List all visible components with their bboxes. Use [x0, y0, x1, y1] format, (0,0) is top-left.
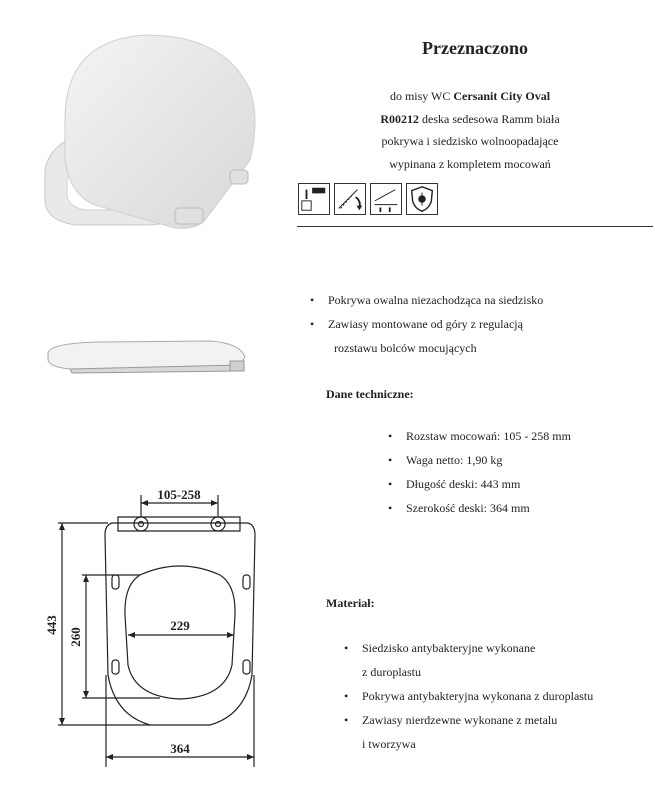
product-image	[35, 30, 270, 250]
features-list	[306, 288, 646, 336]
list-item: • Zawiasy nierdzewne wykonane z metalu	[340, 708, 650, 732]
list-item: • Pokrywa antybakteryjna wykonana z duroplastu	[340, 684, 650, 708]
list-item: • Długość deski: 443 mm	[384, 472, 644, 496]
hinge-right	[211, 517, 225, 531]
soft-close-icon	[334, 183, 366, 215]
side-profile-image	[40, 335, 250, 380]
dim-hinge-spacing: 105-258	[157, 487, 201, 502]
product-code: R00212	[380, 112, 420, 126]
list-item: • Pokrywa owalna niezachodząca na siedzisko	[306, 288, 646, 312]
desc-line-4: wypinana z kompletem mocowań	[389, 157, 551, 171]
tech-list	[384, 424, 644, 520]
desc-line-3: pokrywa i siedzisko wolnoopadające	[381, 134, 559, 148]
desc-line-1-prefix: do misy WC	[389, 89, 454, 103]
material-item1-continuation: z duroplastu	[362, 665, 421, 679]
material-item3-continuation: i tworzywa	[362, 737, 416, 751]
list-item: • Waga netto: 1,90 kg	[384, 448, 644, 472]
brand-name: Ramm	[501, 112, 534, 126]
antibacterial-icon	[406, 183, 438, 215]
material-list	[340, 636, 650, 660]
material-heading: Materiał:	[326, 596, 375, 610]
feature-continuation: rozstawu bolców mocujących	[334, 341, 477, 355]
header-divider	[297, 226, 653, 227]
page-title: Przeznaczono	[422, 38, 528, 58]
dim-inner-length: 260	[68, 627, 83, 647]
model-name: Cersanit City Oval	[453, 89, 551, 103]
feature-icons	[298, 183, 438, 217]
list-item: • Siedzisko antybakteryjne wykonane	[340, 636, 650, 660]
desc-line-2-end: biała	[533, 112, 560, 126]
dimension-drawing	[40, 475, 280, 775]
list-item: • Rozstaw mocowań: 105 - 258 mm	[384, 424, 644, 448]
dim-inner-width: 229	[170, 618, 190, 633]
tech-heading: Dane techniczne:	[326, 387, 414, 401]
hinge-left	[134, 517, 148, 531]
dim-width: 364	[170, 741, 190, 756]
list-item: • Szerokość deski: 364 mm	[384, 496, 644, 520]
list-item: • Zawiasy montowane od góry z regulacją	[306, 312, 646, 336]
dim-length: 443	[44, 615, 59, 635]
material-list-2	[340, 684, 650, 732]
desc-line-1	[300, 89, 640, 104]
desc-line-2-text: deska sedesowa	[419, 112, 502, 126]
quick-release-icon	[370, 183, 402, 215]
desc-line-2	[300, 112, 640, 127]
hinge-mount-icon	[298, 183, 330, 215]
